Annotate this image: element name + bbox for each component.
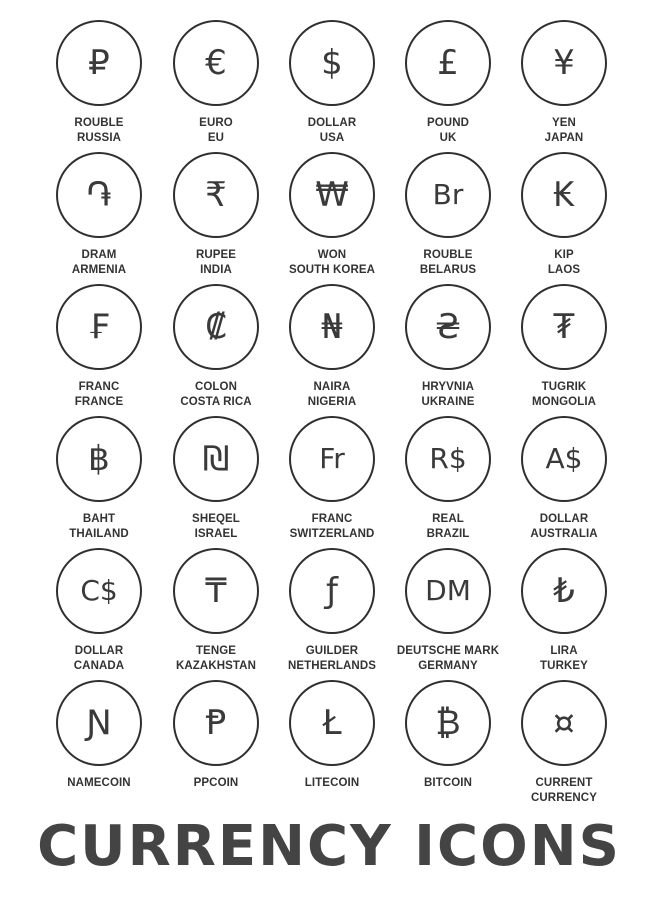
currency-label [34,116,164,146]
currency-country: TURKEY [540,660,588,672]
currency-name: TENGE [195,645,237,657]
currency-label [34,512,164,542]
canadian-dollar-icon [56,548,142,634]
currency-item-colon-costa-rica [151,284,281,410]
rouble-icon [56,20,142,106]
currency-country: AUSTRALIA [530,528,598,540]
currency-country: CANADA [73,660,125,672]
currency-item-rouble-belarus [383,152,513,278]
currency-name: ROUBLE [423,249,473,261]
currency-item-euro-eu [151,20,281,146]
pound-icon [405,20,491,106]
currency-symbol: ₣ [88,307,110,347]
currency-name: DOLLAR [307,117,357,129]
currency-country: NETHERLANDS [288,660,376,672]
currency-label [151,380,281,410]
euro-icon [173,20,259,106]
currency-item-tenge-kazakhstan [151,548,281,674]
currency-label [499,248,629,278]
baht-icon [56,416,142,502]
currency-name: TUGRIK [541,381,587,393]
currency-label [151,512,281,542]
currency-symbol: Ł [322,703,342,743]
currency-symbol: ₴ [434,307,462,347]
currency-label [267,644,397,674]
currency-symbol: ₭ [553,175,575,215]
currency-symbol: Br [432,178,464,211]
currency-country: SWITZERLAND [289,528,375,540]
currency-label [267,380,397,410]
dram-icon [56,152,142,238]
currency-name: YEN [552,117,576,129]
currency-country: RUSSIA [76,132,122,144]
currency-country: THAILAND [69,528,129,540]
australian-dollar-icon [521,416,607,502]
currency-symbol: ₦ [321,307,343,347]
french-franc-icon [56,284,142,370]
bitcoin-icon [405,680,491,766]
currency-label [151,116,281,146]
currency-name: ROUBLE [74,117,124,129]
currency-symbol: ¤ [553,703,575,743]
currency-label [383,776,513,791]
currency-symbol: A$ [545,442,583,475]
lira-icon [521,548,607,634]
currency-item-baht-thailand [34,416,164,542]
currency-country: MONGOLIA [531,396,597,408]
currency-item-won-south-korea [267,152,397,278]
deutsche-mark-icon [405,548,491,634]
currency-label [34,644,164,674]
currency-country: INDIA [200,264,232,276]
currency-country: BRAZIL [426,528,470,540]
guilder-icon [289,548,375,634]
currency-item-pound-uk [383,20,513,146]
currency-item-real-brazil [383,416,513,542]
currency-country: BELARUS [419,264,477,276]
currency-country: EU [207,132,225,144]
currency-name: LITECOIN [304,777,360,789]
currency-country: NIGERIA [307,396,357,408]
currency-name: GUILDER [305,645,359,657]
real-icon [405,416,491,502]
tenge-icon [173,548,259,634]
currency-symbol: ₸ [205,571,227,611]
currency-item-franc-switzerland [267,416,397,542]
currency-name: RUPEE [195,249,237,261]
currency-symbol: ₩ [315,175,349,215]
currency-name: NAIRA [313,381,351,393]
currency-item-tugrik-mongolia [499,284,629,410]
currency-name: CURRENT [535,777,593,789]
currency-name: FRANC [78,381,120,393]
currency-label [267,776,397,791]
currency-country: LAOS [547,264,581,276]
currency-name: HRYVNIA [421,381,475,393]
currency-country: JAPAN [544,132,584,144]
currency-label [151,644,281,674]
currency-name: FRANC [311,513,353,525]
currency-name: POUND [426,117,470,129]
currency-name: KIP [554,249,574,261]
currency-item-ppcoin [151,680,281,791]
currency-item-namecoin [34,680,164,791]
currency-name: DEUTSCHE MARK [396,645,500,657]
currency-label [499,380,629,410]
currency-label [151,776,281,791]
currency-country: USA [319,132,345,144]
currency-name: LIRA [550,645,578,657]
currency-symbol: ฿ [88,439,110,479]
naira-icon [289,284,375,370]
currency-country: GERMANY [418,660,478,672]
currency-symbol: R$ [429,442,467,475]
currency-country: FRANCE [74,396,124,408]
generic-currency-icon [521,680,607,766]
currency-label [151,248,281,278]
currency-symbol: Ᵽ [205,703,227,743]
currency-symbol: Ɲ [86,703,112,743]
currency-item-franc-france [34,284,164,410]
currency-symbol: C$ [80,574,118,607]
currency-item-deutsche-mark-germany [383,548,513,674]
currency-symbol: € [205,43,227,83]
currency-label [34,380,164,410]
currency-item-rouble-russia [34,20,164,146]
currency-symbol: ƒ [326,571,338,611]
currency-item-litecoin [267,680,397,791]
currency-country: ARMENIA [71,264,127,276]
colon-icon [173,284,259,370]
currency-name: EURO [199,117,233,129]
currency-label [267,116,397,146]
currency-label [383,644,513,674]
currency-country: UKRAINE [421,396,475,408]
kip-icon [521,152,607,238]
currency-country: UK [439,132,457,144]
currency-name: PPCOIN [193,777,239,789]
currency-item-rupee-india [151,152,281,278]
currency-symbol: ₡ [205,307,227,347]
currency-item-dollar-usa [267,20,397,146]
currency-symbol: £ [437,43,459,83]
currency-item-dollar-australia [499,416,629,542]
currency-name: SHEQEL [192,513,240,525]
sheqel-icon [173,416,259,502]
currency-label [383,512,513,542]
currency-symbol: ֏ [86,175,112,215]
currency-country: SOUTH KOREA [288,264,376,276]
currency-name: BAHT [82,513,116,525]
currency-name: COLON [194,381,238,393]
currency-item-dram-armenia [34,152,164,278]
currency-item-dollar-canada [34,548,164,674]
currency-symbol: ₿ [435,703,461,743]
currency-name: DOLLAR [539,513,589,525]
currency-label [383,116,513,146]
currency-item-bitcoin [383,680,513,791]
currency-label [383,248,513,278]
belarus-rouble-icon [405,152,491,238]
currency-name: BITCOIN [424,777,472,789]
currency-item-naira-nigeria [267,284,397,410]
currency-item-yen-japan [499,20,629,146]
currency-symbol: ¥ [553,43,575,83]
currency-label [383,380,513,410]
currency-symbol: ₹ [205,175,227,215]
currency-symbol: ₽ [88,43,110,83]
rupee-icon [173,152,259,238]
currency-country: KAZAKHSTAN [175,660,256,672]
currency-symbol: DM [425,574,471,607]
dollar-icon [289,20,375,106]
hryvnia-icon [405,284,491,370]
yen-icon [521,20,607,106]
currency-symbol: ₪ [202,439,230,479]
currency-name: DRAM [81,249,117,261]
currency-item-hryvnia-ukraine [383,284,513,410]
currency-symbol: ₺ [553,571,575,611]
currency-item-sheqel-israel [151,416,281,542]
currency-label [499,776,629,806]
swiss-franc-icon [289,416,375,502]
currency-item-current-currency [499,680,629,806]
currency-label [267,512,397,542]
currency-label [267,248,397,278]
tugrik-icon [521,284,607,370]
currency-item-kip-laos [499,152,629,278]
currency-name: REAL [432,513,464,525]
currency-country: COSTA RICA [180,396,252,408]
currency-country: CURRENCY [531,792,597,804]
ppcoin-icon [173,680,259,766]
currency-name: WON [317,249,347,261]
currency-label [499,512,629,542]
won-icon [289,152,375,238]
litecoin-icon [289,680,375,766]
namecoin-icon [56,680,142,766]
currency-label [34,776,164,791]
currency-country: ISRAEL [194,528,238,540]
currency-name: NAMECOIN [67,777,131,789]
currency-symbol: Fr [319,442,345,475]
currency-item-guilder-netherlands [267,548,397,674]
currency-symbol: ₮ [553,307,575,347]
currency-symbol: $ [321,43,343,83]
currency-label [499,116,629,146]
currency-label [499,644,629,674]
page-title: CURRENCY ICONS [37,814,621,879]
currency-label [34,248,164,278]
currency-item-lira-turkey [499,548,629,674]
currency-name: DOLLAR [74,645,124,657]
